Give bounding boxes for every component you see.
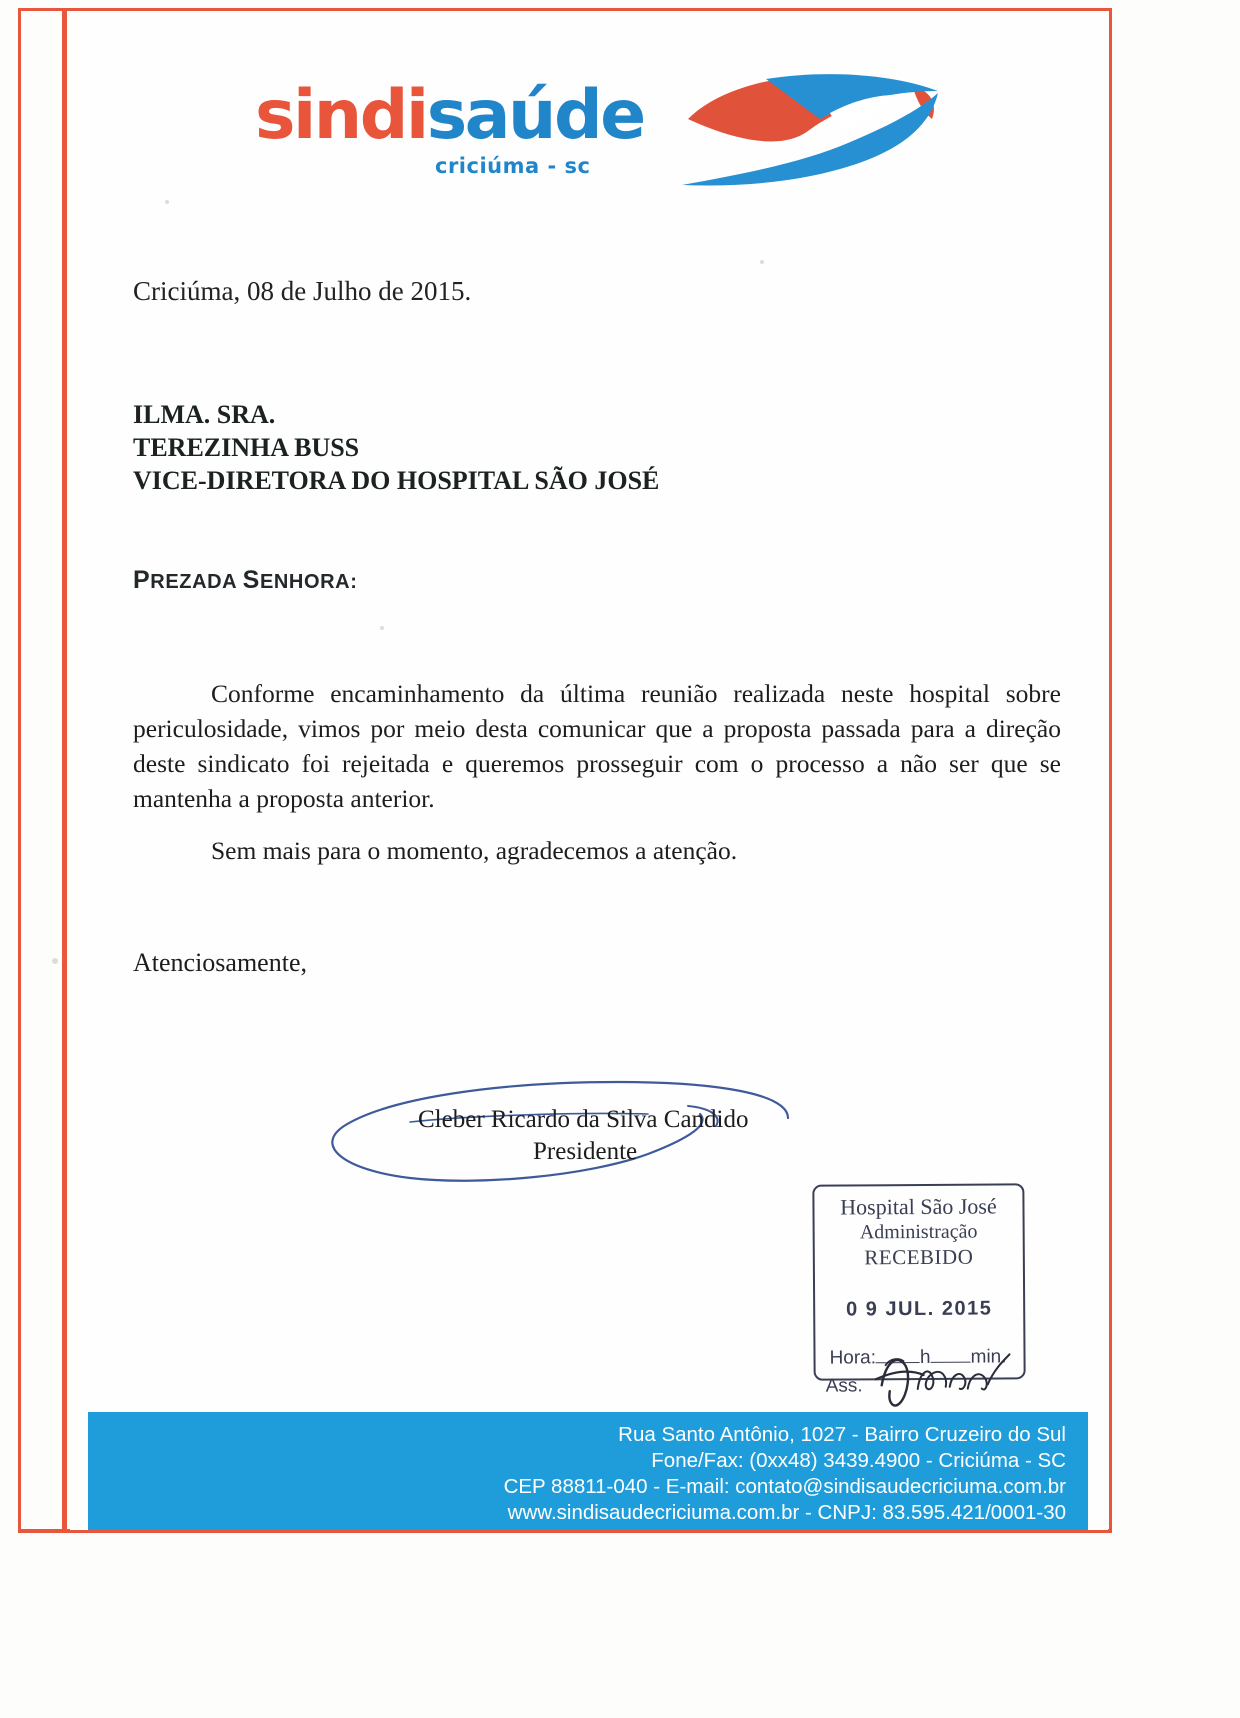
logo-wordmark: [255, 76, 644, 155]
received-stamp: [812, 1183, 1025, 1397]
addressee-line-3: VICE-DIRETORA DO HOSPITAL SÃO JOSÉ: [133, 466, 660, 495]
logo-swoosh-icon: [680, 57, 945, 192]
body-paragraph-2: Sem mais para o momento, agradecemos a atenção.: [211, 836, 738, 865]
scan-speck: [52, 958, 58, 964]
logo-word-sindi: sindi: [255, 76, 427, 155]
signature-block: [318, 1070, 818, 1200]
letterhead-logo: [255, 62, 945, 197]
footer-address: Rua Santo Antônio, 1027 - Bairro Cruzeiro do Sul: [618, 1423, 1066, 1446]
salutation: PREZADA SENHORA:: [133, 566, 358, 594]
stamp-ass-label: Ass.: [825, 1375, 863, 1397]
body-paragraph-1: Conforme encaminhamento da última reunião realizada neste hospital sobre periculosidade, vimos por meio desta comunicar que a proposta passada para a direção deste sindicato foi rejeitada e queremos prosseguir com o processo a não ser que se mantenha a proposta anterior.: [133, 679, 1061, 813]
scan-speck: [380, 626, 384, 630]
scan-border-bottom: [18, 1530, 1112, 1533]
footer-phone: Fone/Fax: (0xx48) 3439.4900 - Criciúma - SC: [651, 1449, 1066, 1472]
addressee-line-1: ILMA. SRA.: [133, 400, 276, 429]
stamp-department: Administração: [859, 1220, 978, 1244]
logo-word-saude: saúde: [426, 76, 644, 155]
letter-date: Criciúma, 08 de Julho de 2015.: [133, 276, 472, 306]
addressee-line-2: TEREZINHA BUSS: [133, 433, 360, 462]
signature-name: Cleber Ricardo da Silva Candido: [418, 1106, 749, 1133]
addressee-block: [133, 398, 659, 497]
stamp-hora-min: min.: [970, 1346, 1007, 1368]
stamp-signature-field: [826, 1374, 1024, 1397]
footer-email: CEP 88811-040 - E-mail: contato@sindisaudecriciuma.com.br: [503, 1475, 1066, 1498]
signature-role: Presidente: [533, 1138, 638, 1165]
handwritten-signature-icon: [318, 1070, 818, 1200]
scan-speck: [760, 260, 764, 264]
stamp-hora-h: h: [919, 1346, 931, 1368]
scan-speck: [165, 200, 169, 204]
stamp-hora-label: Hora:: [829, 1347, 877, 1369]
logo-subtitle: criciúma - sc: [435, 154, 591, 178]
stamp-status: RECEBIDO: [864, 1244, 974, 1270]
scan-border-inner-line: [62, 8, 67, 1532]
footer-contact-bar: [88, 1412, 1088, 1530]
stamp-date: 0 9 JUL. 2015: [845, 1297, 993, 1321]
footer-website-cnpj: www.sindisaudecriciuma.com.br - CNPJ: 83.595.421/0001-30: [507, 1501, 1066, 1524]
stamp-hospital-name: Hospital São José: [840, 1193, 997, 1220]
stamp-handwritten-initials-icon: [869, 1344, 1019, 1407]
closing-line: Atenciosamente,: [133, 948, 307, 977]
footer-contact-text: [504, 1422, 1066, 1526]
